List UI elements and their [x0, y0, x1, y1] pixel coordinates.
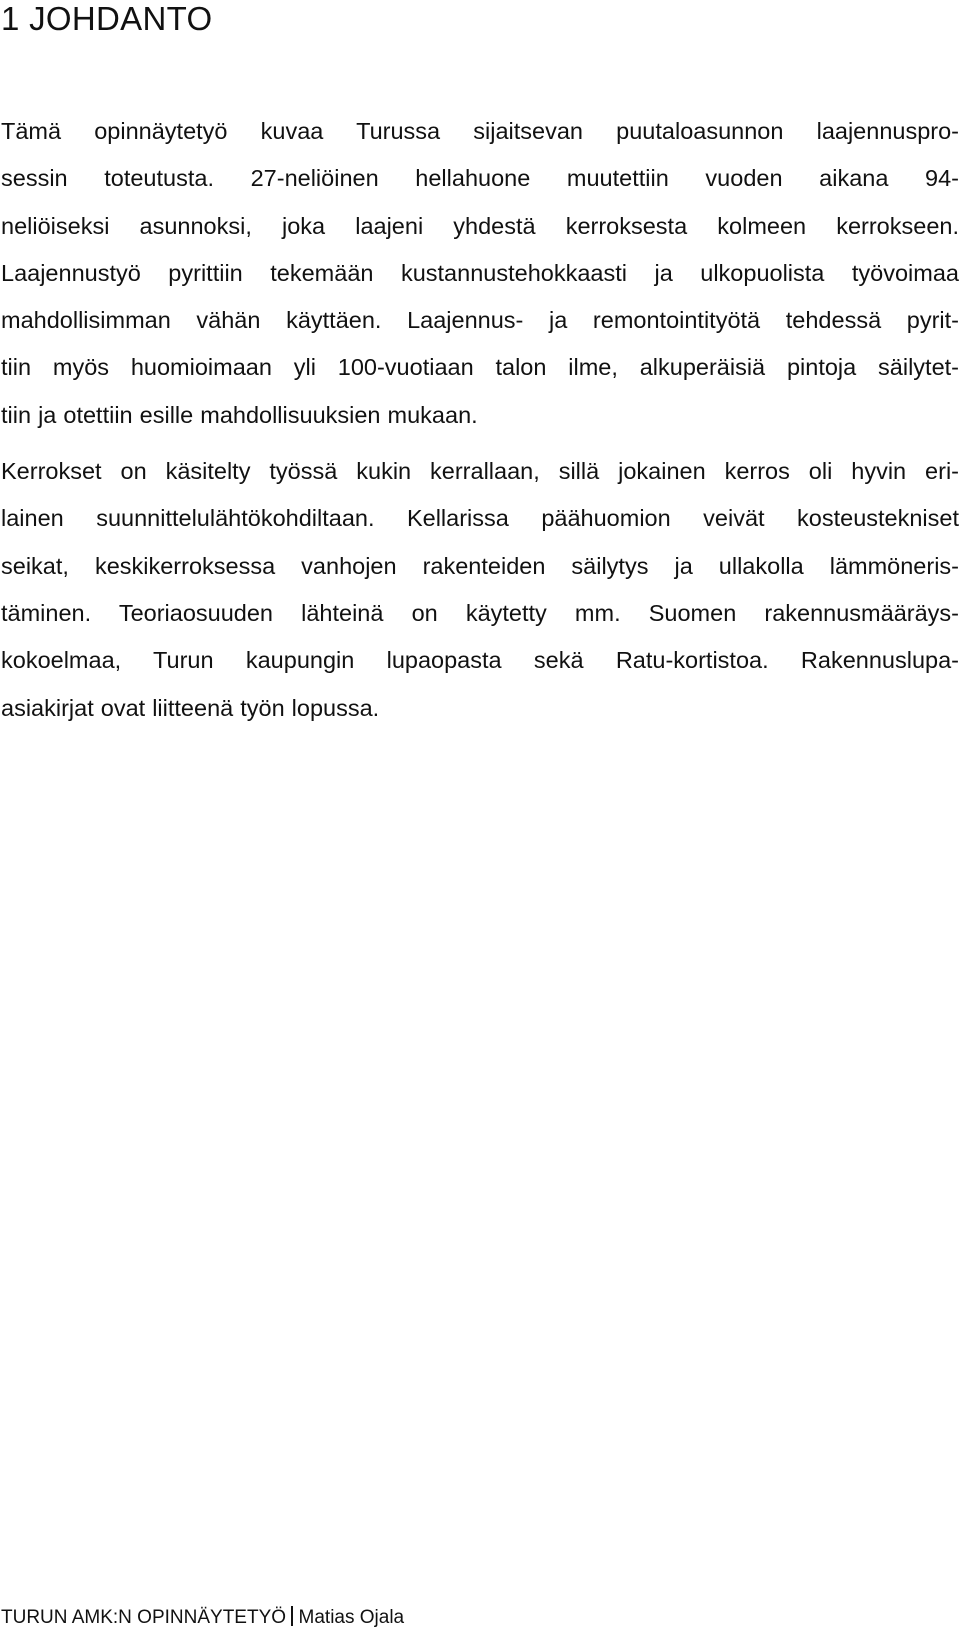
page-footer — [1, 1606, 404, 1629]
body-text — [1, 108, 959, 732]
footer-divider — [291, 1606, 293, 1626]
text-line: tiin myös huomioimaan yli 100-vuotiaan talon ilme, alkuperäisiä pintoja säilytet- — [1, 354, 959, 381]
text-line: täminen. Teoriaosuuden lähteinä on käytetty mm. Suomen rakennusmääräys- — [1, 599, 959, 626]
text-line: tiin ja otettiin esille mahdollisuuksien mukaan. — [1, 401, 478, 428]
paragraph-structure — [1, 448, 959, 732]
text-line: Kerrokset on käsitelty työssä kukin kerrallaan, sillä jokainen kerros oli hyvin eri- — [1, 458, 959, 485]
text-line: Tämä opinnäytetyö kuvaa Turussa sijaitsevan puutaloasunnon laajennuspro- — [1, 118, 959, 144]
text-line: Laajennustyö pyrittiin tekemään kustannustehokkaasti ja ulkopuolista työvoimaa — [1, 259, 959, 286]
text-line: seikat, keskikerroksessa vanhojen rakenteiden säilytys ja ullakolla lämmöneris- — [1, 552, 959, 579]
text-line: mahdollisimman vähän käyttäen. Laajennus- ja remontointityötä tehdessä pyrit- — [1, 307, 959, 334]
footer-author: Matias Ojala — [298, 1607, 405, 1628]
text-line: lainen suunnittelulähtökohdiltaan. Kellarissa päähuomion veivät kosteustekniset — [1, 505, 959, 532]
footer-thesis-label: TURUN AMK:N OPINNÄYTETYÖ — [1, 1607, 287, 1628]
text-line: asiakirjat ovat liitteenä työn lopussa. — [1, 694, 380, 721]
text-line: kokoelmaa, Turun kaupungin lupaopasta sekä Ratu-kortistoa. Rakennuslupa- — [1, 647, 959, 674]
paragraph-intro — [1, 108, 959, 439]
chapter-heading: 1 JOHDANTO — [1, 0, 213, 37]
text-line: neliöiseksi asunnoksi, joka laajeni yhdestä kerroksesta kolmeen kerrokseen. — [1, 212, 959, 239]
text-line: sessin toteutusta. 27-neliöinen hellahuone muutettiin vuoden aikana 94- — [1, 165, 959, 192]
